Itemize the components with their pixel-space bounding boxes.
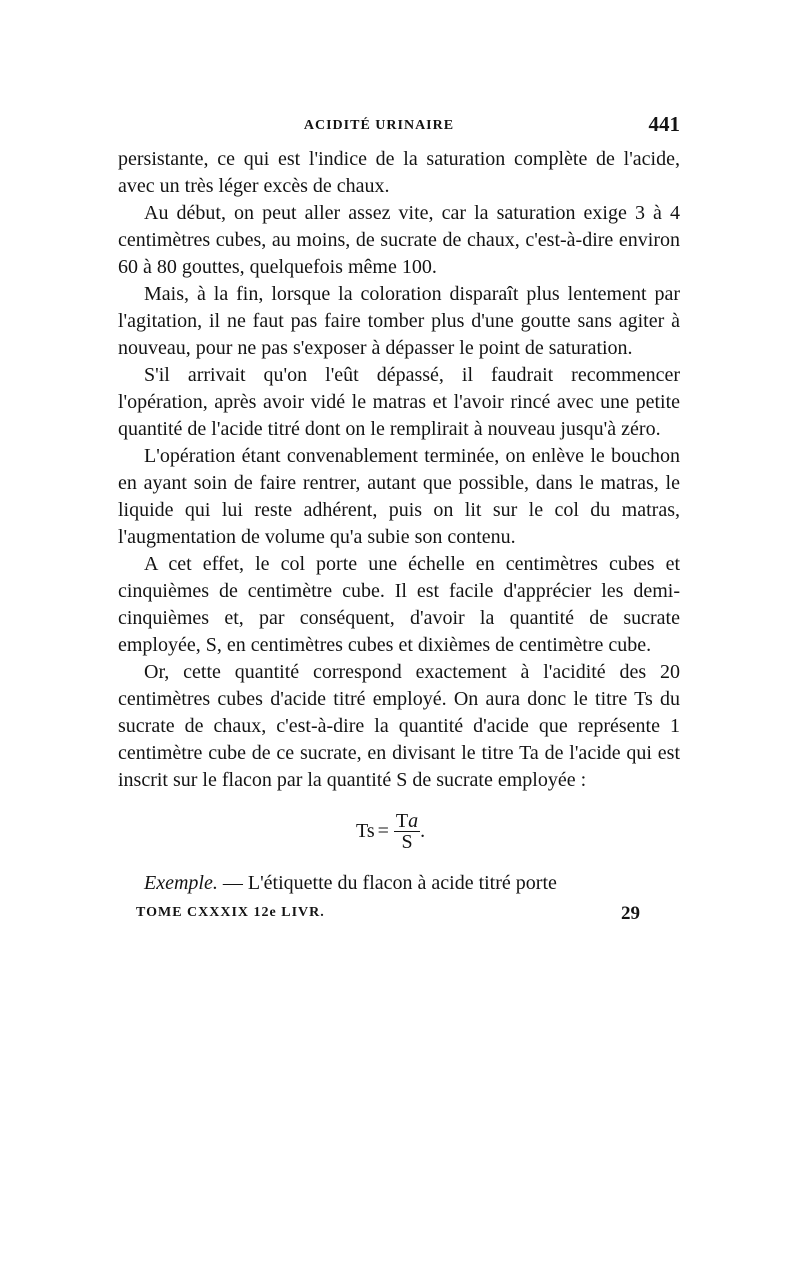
example-paragraph xyxy=(118,870,680,897)
paragraph: L'opération étant convenablement terminée, on enlève le bouchon en ayant soin de faire rentrer, autant que possible, dans le matras, le liquide qui lui reste adhérent, puis on lit sur le col du matras, l'augmentation de volume qu'a subie son contenu. xyxy=(118,445,680,548)
body-text xyxy=(118,146,680,794)
paragraph: A cet effet, le col porte une échelle en centimètres cubes et cinquièmes de centimètre cube. Il est facile d'apprécier les demi-cinquièmes et, par conséquent, d'avoir la quantité de sucrate employée, S, en centimètres cubes et dixièmes de centimètre cube. xyxy=(118,553,680,656)
formula-denominator: S xyxy=(401,831,413,853)
formula-fraction xyxy=(394,812,420,851)
formula-numerator-var: a xyxy=(408,810,419,832)
formula-expression xyxy=(356,812,425,851)
formula-lhs: Ts xyxy=(356,820,375,842)
running-head: ACIDITÉ URINAIRE xyxy=(303,118,455,133)
paragraph: Au début, on peut aller assez vite, car la saturation exige 3 à 4 centimètres cubes, au moins, de sucrate de chaux, c'est-à-dire environ 60 à 80 gouttes, quelquefois même 100. xyxy=(118,202,680,278)
example-label: Exemple. xyxy=(144,872,218,894)
footer-sheet-number: 29 xyxy=(621,903,640,924)
formula-equals: = xyxy=(377,820,389,842)
formula-numerator-base: T xyxy=(395,810,409,832)
formula xyxy=(118,804,680,864)
example-text: — L'étiquette du flacon à acide titré porte xyxy=(217,872,557,894)
paragraph: persistante, ce qui est l'indice de la saturation complète de l'acide, avec un très léger excès de chaux. xyxy=(118,148,680,197)
formula-numerator xyxy=(394,812,420,832)
page-footer xyxy=(118,903,680,933)
paragraph: Mais, à la fin, lorsque la coloration disparaît plus lentement par l'agitation, il ne faut pas faire tomber plus d'une goutte sans agiter à nouveau, pour ne pas s'exposer à dépasser le point de saturation. xyxy=(118,283,680,359)
paragraph: Or, cette quantité correspond exactement à l'acidité des 20 centimètres cubes d'acide titré employé. On aura donc le titre Ts du sucrate de chaux, c'est-à-dire la quantité d'acide que représente 1 centimètre cube de ce sucrate, en divisant le titre Ta de l'acide qui est inscrit sur le flacon par la quantité S de sucrate employée : xyxy=(118,661,680,791)
footer-signature: TOME CXXXIX 12e LIVR. xyxy=(136,905,325,920)
page-header xyxy=(118,112,680,146)
example-block xyxy=(118,870,680,897)
book-page xyxy=(118,112,680,933)
formula-period: . xyxy=(420,820,426,842)
paragraph: S'il arrivait qu'on l'eût dépassé, il faudrait recommencer l'opération, après avoir vidé le matras et l'avoir rincé avec une petite quantité de l'acide titré dont on le remplirait à nouveau jusqu'à zéro. xyxy=(118,364,680,440)
page-number: 441 xyxy=(648,112,680,136)
